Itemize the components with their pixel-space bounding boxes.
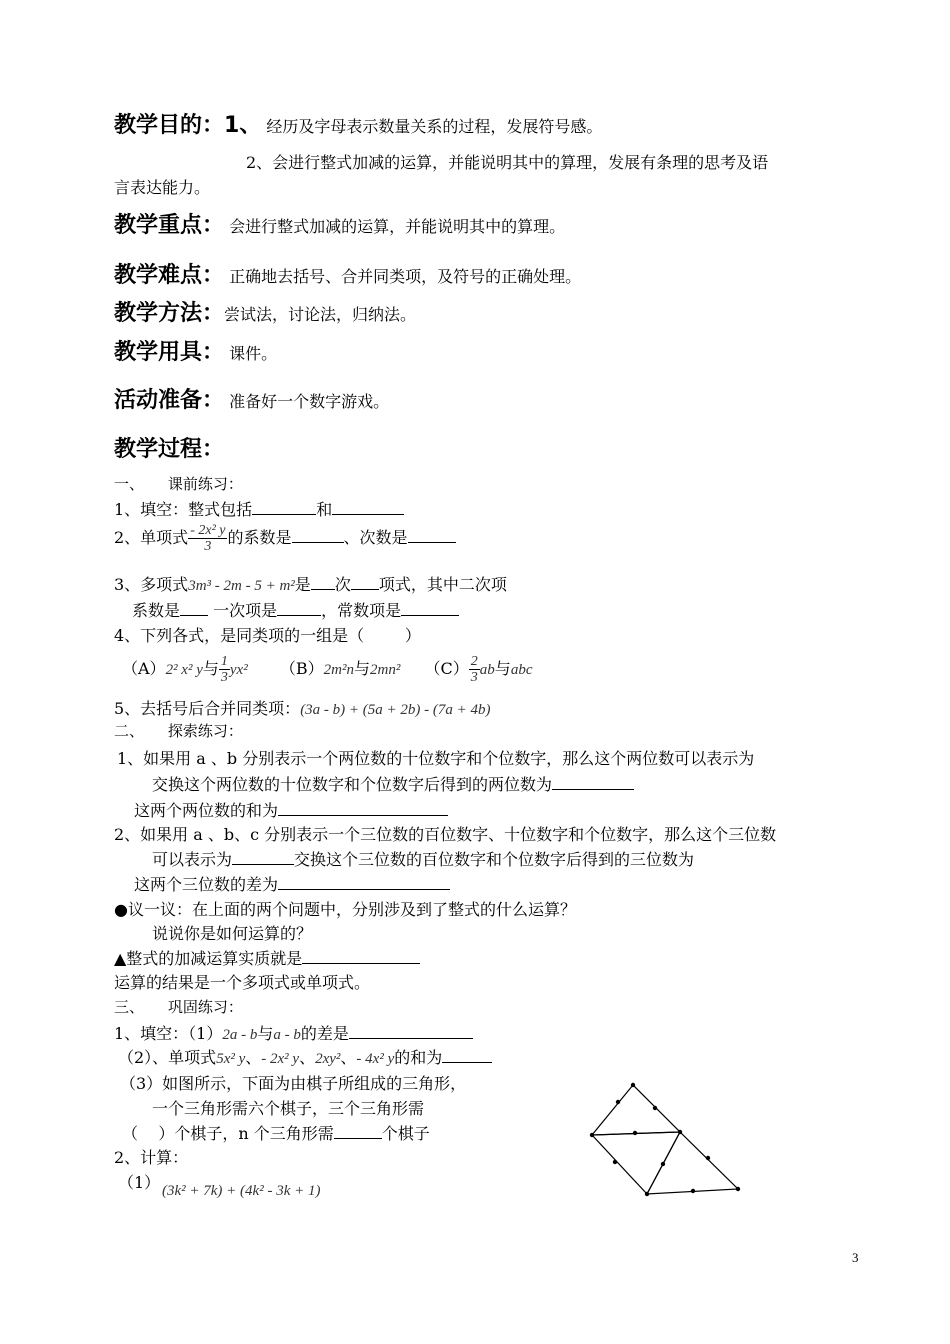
- objectives-heading: 教学目的：: [114, 113, 225, 138]
- tools: [114, 335, 277, 366]
- s3-q3-line1: （3）如图所示，下面为由棋子所组成的三角形，: [120, 1074, 467, 1093]
- s1-q1: [114, 497, 404, 520]
- s1-q4-option-c-den: 3: [470, 670, 478, 685]
- methods: [114, 296, 416, 327]
- methods-heading: 教学方法：: [114, 301, 225, 326]
- s2-essence: [114, 946, 420, 969]
- s1-q2-text-c: 、次数是: [343, 528, 408, 547]
- s1-q2-fraction: [188, 523, 227, 554]
- methods-text: 尝试法，讨论法，归纳法。: [224, 305, 417, 324]
- s2-discuss-line1: ●议一议：在上面的两个问题中，分别涉及到了整式的什么运算？: [114, 900, 576, 919]
- s1-q4-option-a-expr1: 2² x² y: [165, 662, 203, 678]
- s3-calc1-expression: (3k² + 7k) + (4k² - 3k + 1): [162, 1183, 321, 1199]
- s1-q3-text-d: 项式，其中二次项: [378, 575, 507, 594]
- section3-title: 三、 巩固练习：: [114, 998, 243, 1016]
- tools-heading: 教学用具：: [114, 340, 225, 365]
- s3-q1: [114, 1021, 473, 1044]
- s1-q1-text: 1、填空：整式包括: [114, 500, 253, 519]
- section1-title: 一、 课前练习：: [114, 475, 243, 493]
- s1-q1-and: 和: [316, 500, 333, 519]
- s3-q2-term1: 5x² y: [216, 1051, 246, 1067]
- s1-q4-option-c-expr1: ab: [479, 662, 495, 678]
- s1-q4-option-a-fraction: [219, 654, 230, 685]
- process-heading: 教学过程：: [114, 437, 225, 462]
- s1-q2-text-b: 的系数是: [227, 528, 292, 547]
- s2-essence-text: ▲整式的加减运算实质就是: [114, 949, 303, 968]
- chess-pieces: [590, 1083, 740, 1196]
- triangle-top: [592, 1085, 680, 1135]
- triangle-pieces-figure: [585, 1078, 745, 1200]
- s2-q2-blank2[interactable]: [278, 875, 450, 890]
- s1-q4-option-c-num: 2: [470, 654, 478, 669]
- objectives-line1: [114, 108, 602, 139]
- s3-q2-term2: - 2x² y: [261, 1051, 300, 1067]
- s3-q2-blank[interactable]: [442, 1048, 492, 1063]
- s2-q1-blank2[interactable]: [278, 801, 448, 816]
- key-points-heading: 教学重点：: [114, 213, 225, 238]
- s2-q2-line3-text: 这两个三位数的差为: [134, 875, 279, 894]
- s1-q5: [114, 696, 491, 719]
- s3-q3-line3-text-a: （ ）个棋子，n 个三角形需: [122, 1124, 334, 1143]
- key-points-text: 会进行整式加减的运算，并能说明其中的算理。: [229, 217, 566, 236]
- s3-calc1-label: （1）: [118, 1173, 161, 1192]
- s2-q1-line2-text: 交换这个两位数的十位数字和个位数字后得到的两位数为: [152, 775, 553, 794]
- s1-q3-text-c: 次: [334, 575, 351, 594]
- s3-q1-expr2: a - b: [273, 1027, 301, 1043]
- s3-q2-sep3: 、: [340, 1048, 357, 1067]
- s1-q5-text: 5、去括号后合并同类项：: [114, 699, 301, 718]
- s1-q1-blank2[interactable]: [332, 500, 404, 515]
- s1-q2-text-a: 2、单项式: [114, 528, 189, 547]
- s1-q3-blank1[interactable]: [311, 575, 335, 590]
- difficulties-heading: 教学难点：: [114, 263, 225, 288]
- s3-q2-text-b: 的和为: [394, 1048, 443, 1067]
- s1-q4-option-c-with: 与: [494, 659, 511, 678]
- s2-q2-line3: [134, 872, 450, 895]
- s2-q1-line3: [134, 798, 448, 821]
- s1-q4: 4、下列各式，是同类项的一组是（ ）: [114, 626, 421, 645]
- objectives-item2-line1: 2、会进行整式加减的运算，并能说明其中的算理，发展有条理的思考及语: [246, 153, 769, 172]
- s2-q1-blank1[interactable]: [552, 775, 634, 790]
- s1-q4-option-a-num: 1: [220, 654, 228, 669]
- s3-q2: [118, 1045, 492, 1068]
- objectives-item1-num: 1、: [224, 113, 262, 138]
- s1-q3-line2: [132, 598, 459, 621]
- s1-q3-expression: 3m³ - 2m - 5 + m²: [188, 578, 295, 594]
- objectives-item1-text: 经历及字母表示数量关系的过程，发展符号感。: [266, 117, 603, 136]
- s2-essence-blank[interactable]: [302, 949, 420, 964]
- s1-q4-option-b-with: 与: [354, 659, 371, 678]
- s1-q3-blank2[interactable]: [351, 575, 379, 590]
- s1-q4-option-b-expr1: 2m²n: [323, 662, 354, 678]
- s2-q2-line2: [152, 847, 694, 870]
- s3-q1-text-b: 的差是: [300, 1024, 349, 1043]
- s1-q4-option-c-label: （C）: [424, 659, 469, 678]
- s3-q3-line3: [122, 1121, 430, 1144]
- s1-q3-const-label: ，常数项是: [321, 601, 402, 620]
- s1-q4-option-c-fraction: [469, 654, 480, 685]
- s2-q2-line2-text-b: 交换这个三位数的百位数字和个位数字后得到的三位数为: [294, 850, 695, 869]
- s2-result: 运算的结果是一个多项式或单项式。: [114, 973, 371, 992]
- s3-q3-line2: 一个三角形需六个棋子，三个三角形需: [152, 1099, 425, 1118]
- s1-q4-option-a-label: （A）: [122, 659, 166, 678]
- s1-q5-expression: (3a - b) + (5a + 2b) - (7a + 4b): [300, 702, 491, 718]
- s1-q4-option-b-label: （B）: [279, 659, 324, 678]
- s1-q3-linear-label: 一次项是: [213, 601, 278, 620]
- activity: [114, 383, 389, 414]
- s3-q2-sep2: 、: [299, 1048, 316, 1067]
- s1-q3-blank3[interactable]: [180, 601, 208, 616]
- section2-title: 二、 探索练习：: [114, 722, 243, 740]
- s1-q3-text-b: 是: [294, 575, 311, 594]
- s1-q3-blank4[interactable]: [277, 601, 321, 616]
- s3-q1-text-a: 1、填空：（1）: [114, 1024, 223, 1043]
- s2-q1-line3-text: 这两个两位数的和为: [134, 801, 279, 820]
- s1-q2-blank1[interactable]: [292, 528, 344, 543]
- s1-q3: [114, 572, 507, 595]
- s1-q3-text-a: 3、多项式: [114, 575, 189, 594]
- key-points: [114, 208, 565, 239]
- s3-q1-expr1: 2a - b: [222, 1027, 258, 1043]
- s1-q2: [114, 523, 456, 554]
- s1-q1-blank1[interactable]: [252, 500, 316, 515]
- s1-q2-denominator: 3: [204, 539, 212, 554]
- s2-discuss-line2: 说说你是如何运算的？: [152, 924, 313, 943]
- page-number: 3: [852, 1250, 859, 1265]
- difficulties-text: 正确地去括号、合并同类项，及符号的正确处理。: [229, 267, 582, 286]
- s2-q2-line1: 2、如果用 a 、b、c 分别表示一个三位数的百位数字、十位数字和个位数字，那么这个三位数: [114, 825, 777, 844]
- s1-q4-options: [122, 654, 532, 685]
- s1-q3-coef-label: 系数是: [132, 601, 181, 620]
- s2-q1-line2: [152, 772, 634, 795]
- s1-q4-option-b-expr2: 2mn²: [370, 662, 401, 678]
- objectives-item2-line2: 言表达能力。: [114, 178, 211, 197]
- s3-q3-line3-text-b: 个棋子: [381, 1124, 430, 1143]
- s3-q2-term3: 2xy²: [315, 1051, 341, 1067]
- s3-q2-text-a: （2）、单项式: [118, 1048, 217, 1067]
- s3-q1-blank[interactable]: [349, 1024, 473, 1039]
- s1-q4-option-a-with: 与: [202, 659, 219, 678]
- s2-q2-blank1[interactable]: [232, 850, 294, 865]
- triangle-left: [592, 1132, 680, 1194]
- s3-calc: 2、计算：: [114, 1148, 189, 1167]
- tools-text: 课件。: [229, 344, 278, 363]
- s3-q2-term4: - 4x² y: [356, 1051, 395, 1067]
- s1-q4-option-c-expr2: abc: [510, 662, 533, 678]
- activity-text: 准备好一个数字游戏。: [229, 392, 390, 411]
- triangle-right: [647, 1132, 738, 1194]
- s1-q4-option-a-den: 3: [220, 670, 228, 685]
- s3-q3-blank[interactable]: [334, 1124, 382, 1139]
- s1-q3-blank5[interactable]: [401, 601, 459, 616]
- difficulties: [114, 258, 581, 289]
- s3-q1-with: 与: [257, 1024, 274, 1043]
- s2-q2-line2-text-a: 可以表示为: [152, 850, 233, 869]
- s1-q2-numerator: - 2x² y: [190, 523, 226, 538]
- s3-q2-sep1: 、: [245, 1048, 262, 1067]
- s1-q4-option-a-expr2: yx²: [229, 662, 248, 678]
- s1-q2-blank2[interactable]: [408, 528, 456, 543]
- s2-q1-line1: 1、如果用 a 、b 分别表示一个两位数的十位数字和个位数字，那么这个两位数可以表示为: [117, 749, 755, 768]
- activity-heading: 活动准备：: [114, 388, 225, 413]
